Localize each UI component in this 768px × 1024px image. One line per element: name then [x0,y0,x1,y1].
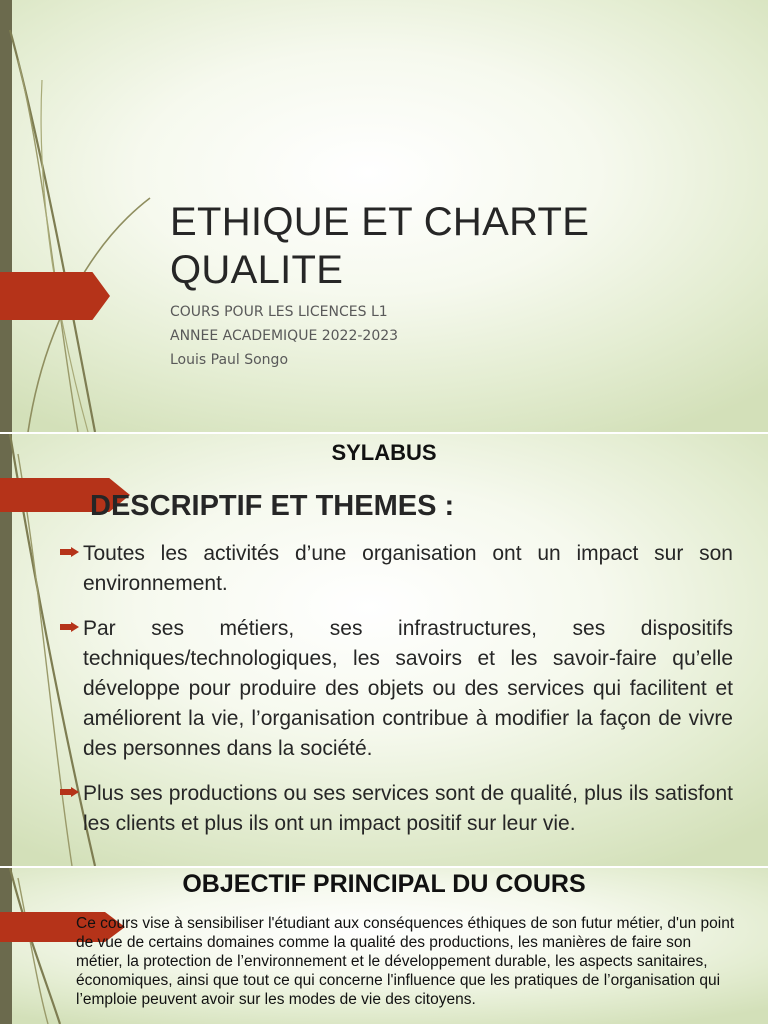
slide-title: OBJECTIF PRINCIPAL DU COURS [182,870,586,898]
bullet-text: Toutes les activités d’une organisation ont un impact sur son environnement. [83,542,733,595]
decorative-curves [0,0,160,432]
title-line-1: ETHIQUE ET CHARTE [170,200,590,244]
list-item [60,779,733,839]
slide-title [170,198,730,294]
bullet-text: Plus ses productions ou ses services sont de qualité, plus ils satisfont les clients et plus ils ont un impact positif sur leur vie. [83,782,733,835]
list-item [60,539,733,599]
title-line-2: QUALITE [170,248,344,292]
author-name: Louis Paul Songo [170,352,289,368]
arrow-bullet-icon [60,787,79,797]
bullet-text: Par ses métiers, ses infrastructures, ses dispositifs techniques/technologiques, les savoirs et les savoir-faire qu’elle développe pour produire des objets ou des services qui facilitent et améliorent la vie, l’organisation contribue à modifier la façon de vivre des personnes dans la société. [83,617,733,760]
list-item [60,614,733,764]
objective-slide [0,868,768,1024]
objective-paragraph: Ce cours vise à sensibiliser l'étudiant aux conséquences éthiques de son futur métier, d'un point de vue de certains domaines comme la qualité des productions, les manières de faire son métier, la protection de l’environnement et le développement durable, les aspects sanitaires, économiques, ainsi que tout ce qui concerne l'influence que les pratiques de l’organisation qui l’emploie peuvent avoir sur les modes de vie des citoyens. [76,915,735,1008]
arrow-bullet-icon [60,622,79,632]
academic-year: ANNEE ACADEMIQUE 2022-2023 [170,328,399,344]
title-accent-tab [0,272,110,320]
syllabus-slide [0,434,768,866]
bullet-list [60,539,733,854]
title-slide [0,0,768,432]
section-heading: DESCRIPTIF ET THEMES : [90,490,455,522]
slide-title: SYLABUS [331,440,437,465]
arrow-bullet-icon [60,547,79,557]
course-level: COURS POUR LES LICENCES L1 [170,304,388,320]
slide-subtitles [170,300,398,372]
